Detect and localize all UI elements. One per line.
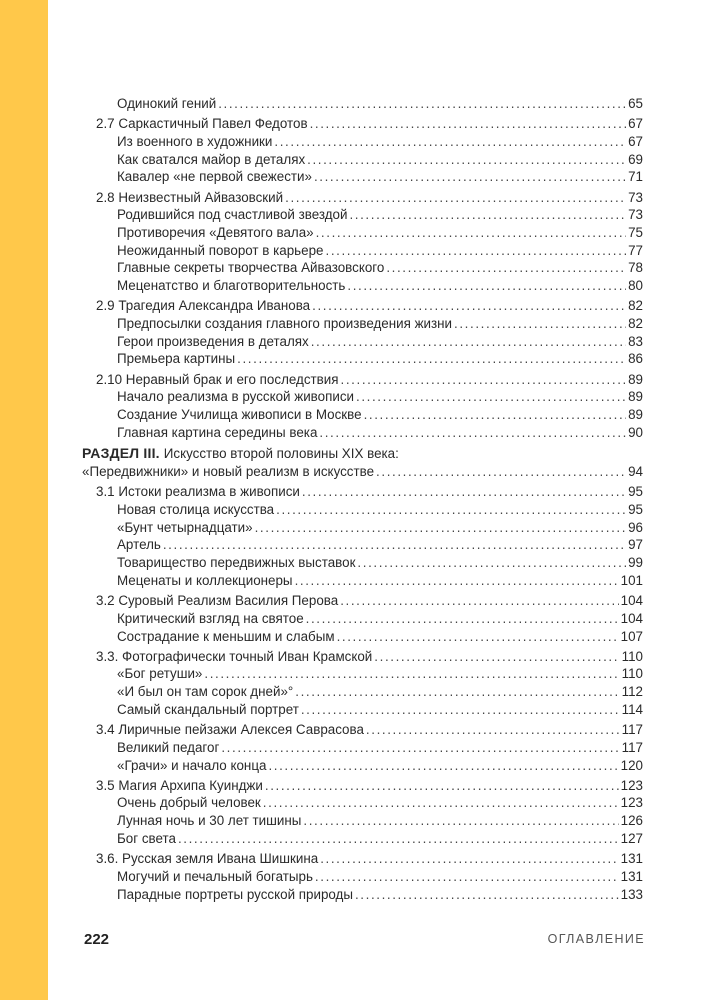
toc-entry-label: Одинокий гений bbox=[117, 96, 217, 111]
toc-page-number: 75 bbox=[628, 225, 643, 240]
toc-entry bbox=[82, 701, 643, 719]
toc-entry-label: Меценаты и коллекционеры bbox=[117, 572, 293, 588]
toc-entry-label: Создание Училища живописи в Москве bbox=[117, 407, 362, 423]
toc-entry-label: Главные секреты творчества Айвазовского bbox=[117, 260, 385, 276]
toc-page-number: 86 bbox=[628, 351, 643, 367]
toc-page-number: 82 bbox=[628, 316, 643, 332]
toc-chapter bbox=[82, 297, 643, 315]
toc-page-number: 133 bbox=[620, 886, 643, 902]
dot-leader bbox=[312, 297, 626, 315]
toc-entry bbox=[82, 683, 643, 701]
toc-page-number: 101 bbox=[620, 572, 643, 588]
toc-entry-label: «Бунт четырнадцати» bbox=[117, 519, 253, 535]
toc-entry-label: 3.3. Фотографически точный Иван Крамской bbox=[96, 648, 373, 664]
dot-leader bbox=[295, 683, 619, 701]
table-of-contents bbox=[82, 95, 643, 903]
dot-leader bbox=[314, 168, 626, 186]
dot-leader bbox=[366, 721, 620, 739]
toc-entry bbox=[82, 224, 643, 242]
toc-page-number: 123 bbox=[620, 777, 643, 793]
toc-page-number: 78 bbox=[628, 260, 643, 276]
toc-entry bbox=[82, 536, 643, 554]
toc-entry bbox=[82, 315, 643, 333]
toc-entry bbox=[82, 406, 643, 424]
toc-entry-label: Из военного в художники bbox=[117, 133, 273, 149]
dot-leader bbox=[285, 189, 626, 207]
toc-entry bbox=[82, 259, 643, 277]
dot-leader bbox=[454, 315, 626, 333]
toc-page-number: 117 bbox=[621, 722, 643, 738]
toc-page-number: 104 bbox=[620, 593, 643, 609]
toc-entry-label: «Передвижники» и новый реализм в искусстве bbox=[82, 464, 375, 480]
toc-page-number: 83 bbox=[628, 333, 643, 349]
dot-leader bbox=[347, 277, 626, 295]
toc-entry-label: Родившийся под счастливой звездой bbox=[117, 207, 348, 223]
toc-entry-label: Предпосылки создания главного произведения жизни bbox=[117, 316, 453, 332]
toc-entry-label: «Бог ретуши» bbox=[117, 666, 203, 682]
toc-entry-label: 3.5 Магия Архипа Куинджи bbox=[96, 777, 263, 793]
toc-entry-label: Как сватался майор в деталях bbox=[117, 151, 306, 167]
dot-leader bbox=[386, 259, 626, 277]
dot-leader bbox=[376, 463, 626, 481]
toc-page-number: 65 bbox=[628, 96, 643, 111]
toc-entry bbox=[82, 277, 643, 295]
toc-entry-label: 3.4 Лиричные пейзажи Алексея Саврасова bbox=[96, 722, 364, 738]
dot-leader bbox=[319, 424, 626, 442]
toc-entry-label: Товарищество передвижных выставок bbox=[117, 555, 356, 571]
toc-page-number: 67 bbox=[628, 116, 643, 132]
toc-entry bbox=[82, 95, 643, 113]
dot-leader bbox=[218, 95, 626, 113]
toc-page-number: 104 bbox=[620, 610, 643, 626]
toc-entry bbox=[82, 424, 643, 442]
dot-leader bbox=[311, 333, 626, 351]
toc-page-number: 71 bbox=[628, 169, 643, 185]
toc-entry-label: Сострадание к меньшим и слабым bbox=[117, 628, 335, 644]
toc-entry-label: Парадные портреты русской природы bbox=[117, 886, 353, 902]
toc-page-number: 69 bbox=[628, 151, 643, 167]
toc-entry bbox=[82, 350, 643, 368]
toc-page-number: 107 bbox=[620, 628, 643, 644]
toc-entry-label: Новая столица искусства bbox=[117, 502, 275, 518]
toc-entry-label: «Грачи» и начало конца bbox=[117, 757, 267, 773]
toc-entry bbox=[82, 665, 643, 683]
dot-leader bbox=[306, 610, 619, 628]
toc-page-number: 89 bbox=[628, 371, 643, 387]
toc-entry-label: Кавалер «не первой свежести» bbox=[117, 169, 312, 185]
dot-leader bbox=[307, 151, 626, 169]
toc-entry bbox=[82, 501, 643, 519]
dot-leader bbox=[374, 648, 619, 666]
dot-leader bbox=[356, 388, 626, 406]
toc-section-title bbox=[82, 463, 643, 481]
toc-entry bbox=[82, 886, 643, 904]
dot-leader bbox=[303, 812, 618, 830]
toc-entry bbox=[82, 554, 643, 572]
toc-entry-label: 3.1 Истоки реализма в живописи bbox=[96, 484, 300, 500]
toc-page-number: 90 bbox=[628, 424, 643, 440]
toc-entry-label: Лунная ночь и 30 лет тишины bbox=[117, 813, 302, 829]
toc-page-number: 114 bbox=[621, 701, 643, 717]
page-number: 222 bbox=[84, 931, 110, 948]
toc-entry-label: Бог света bbox=[117, 830, 176, 846]
toc-entry bbox=[82, 519, 643, 537]
toc-chapter bbox=[82, 371, 643, 389]
dot-leader bbox=[178, 830, 619, 848]
toc-chapter bbox=[82, 648, 643, 666]
dot-leader bbox=[276, 501, 626, 519]
toc-page-number: 97 bbox=[628, 537, 643, 553]
toc-page-number: 110 bbox=[621, 666, 643, 682]
dot-leader bbox=[204, 665, 619, 683]
toc-page-number: 89 bbox=[628, 407, 643, 423]
toc-entry bbox=[82, 812, 643, 830]
dot-leader bbox=[268, 757, 618, 775]
toc-entry bbox=[82, 206, 643, 224]
toc-page-number: 110 bbox=[621, 648, 643, 664]
toc-page-number: 99 bbox=[628, 555, 643, 571]
toc-page-number: 77 bbox=[628, 242, 643, 258]
toc-entry-label: Критический взгляд на святое bbox=[117, 610, 304, 626]
dot-leader bbox=[301, 701, 620, 719]
toc-entry-label: 2.10 Неравный брак и его последствия bbox=[96, 371, 339, 387]
toc-chapter bbox=[82, 850, 643, 868]
toc-entry bbox=[82, 610, 643, 628]
toc-page-number: 127 bbox=[620, 830, 643, 846]
dot-leader bbox=[265, 777, 619, 795]
dot-leader bbox=[316, 224, 626, 242]
toc-entry-label: Артель bbox=[117, 537, 161, 553]
toc-entry bbox=[82, 572, 643, 590]
toc-entry-label: 3.2 Суровый Реализм Василия Перова bbox=[96, 593, 339, 609]
toc-page-number: 73 bbox=[628, 189, 643, 205]
toc-entry-label: Очень добрый человек bbox=[117, 795, 261, 811]
toc-entry-label: «И был он там сорок дней»° bbox=[117, 684, 294, 700]
toc-entry-label: Великий педагог bbox=[117, 739, 220, 755]
toc-entry-label: Главная картина середины века bbox=[117, 424, 318, 440]
toc-page-number: 123 bbox=[620, 795, 643, 811]
toc-page-number: 67 bbox=[628, 133, 643, 149]
toc-page-number: 96 bbox=[628, 519, 643, 535]
dot-leader bbox=[302, 483, 626, 501]
toc-entry bbox=[82, 388, 643, 406]
dot-leader bbox=[337, 628, 619, 646]
toc-entry bbox=[82, 868, 643, 886]
toc-entry-label: Противоречия «Девятого вала» bbox=[117, 225, 314, 240]
toc-chapter bbox=[82, 721, 643, 739]
toc-page-number: 131 bbox=[620, 851, 643, 867]
toc-page-number: 117 bbox=[621, 739, 643, 755]
toc-chapter bbox=[82, 115, 643, 133]
toc-page-number: 73 bbox=[628, 207, 643, 223]
toc-page-number: 94 bbox=[628, 464, 643, 480]
dot-leader bbox=[340, 592, 618, 610]
toc-entry bbox=[82, 830, 643, 848]
dot-leader bbox=[237, 350, 626, 368]
toc-entry bbox=[82, 628, 643, 646]
toc-chapter bbox=[82, 777, 643, 795]
dot-leader bbox=[221, 739, 619, 757]
toc-page-number: 80 bbox=[628, 278, 643, 294]
toc-entry-label: Могучий и печальный богатырь bbox=[117, 868, 313, 884]
toc-entry-label: Самый скандальный портрет bbox=[117, 701, 299, 717]
dot-leader bbox=[320, 850, 618, 868]
dot-leader bbox=[274, 133, 626, 151]
dot-leader bbox=[364, 406, 627, 424]
toc-entry-label: Начало реализма в русской живописи bbox=[117, 389, 355, 405]
dot-leader bbox=[263, 794, 619, 812]
toc-page-number: 126 bbox=[620, 813, 643, 829]
toc-page-number: 82 bbox=[628, 298, 643, 314]
dot-leader bbox=[315, 868, 619, 886]
toc-entry bbox=[82, 757, 643, 775]
toc-entry-label: Премьера картины bbox=[117, 351, 236, 367]
running-title: ОГЛАВЛЕНИЕ bbox=[547, 932, 645, 946]
dot-leader bbox=[355, 886, 619, 904]
toc-entry bbox=[82, 739, 643, 757]
toc-page-number: 131 bbox=[620, 868, 643, 884]
section-label: РАЗДЕЛ III. bbox=[82, 445, 160, 462]
toc-entry bbox=[82, 133, 643, 151]
toc-entry-label: Неожиданный поворот в карьере bbox=[117, 242, 324, 258]
dot-leader bbox=[326, 242, 627, 260]
toc-entry-label: 2.9 Трагедия Александра Иванова bbox=[96, 298, 311, 314]
toc-page-number: 95 bbox=[628, 502, 643, 518]
toc-page-number: 95 bbox=[628, 484, 643, 500]
toc-section-heading bbox=[82, 445, 643, 463]
dot-leader bbox=[163, 536, 626, 554]
toc-entry-label: 2.7 Саркастичный Павел Федотов bbox=[96, 116, 308, 132]
toc-entry bbox=[82, 794, 643, 812]
toc-chapter bbox=[82, 189, 643, 207]
toc-entry bbox=[82, 168, 643, 186]
toc-entry bbox=[82, 333, 643, 351]
toc-page-number: 120 bbox=[620, 757, 643, 773]
toc-chapter bbox=[82, 483, 643, 501]
dot-leader bbox=[310, 115, 627, 133]
toc-chapter bbox=[82, 592, 643, 610]
toc-entry bbox=[82, 242, 643, 260]
toc-entry-label: Искусство второй половины XIX века: bbox=[163, 446, 399, 462]
toc-entry-label: Герои произведения в деталях bbox=[117, 333, 309, 349]
toc-entry-label: 3.6. Русская земля Ивана Шишкина bbox=[96, 851, 319, 867]
toc-page-number: 112 bbox=[621, 684, 643, 700]
toc-entry-label: Меценатство и благотворительность bbox=[117, 278, 346, 294]
accent-strip bbox=[0, 0, 48, 1000]
toc-entry-label: 2.8 Неизвестный Айвазовский bbox=[96, 189, 284, 205]
toc-entry bbox=[82, 151, 643, 169]
dot-leader bbox=[357, 554, 626, 572]
toc-page-number: 89 bbox=[628, 389, 643, 405]
dot-leader bbox=[349, 206, 626, 224]
dot-leader bbox=[255, 519, 626, 537]
dot-leader bbox=[341, 371, 627, 389]
dot-leader bbox=[295, 572, 619, 590]
